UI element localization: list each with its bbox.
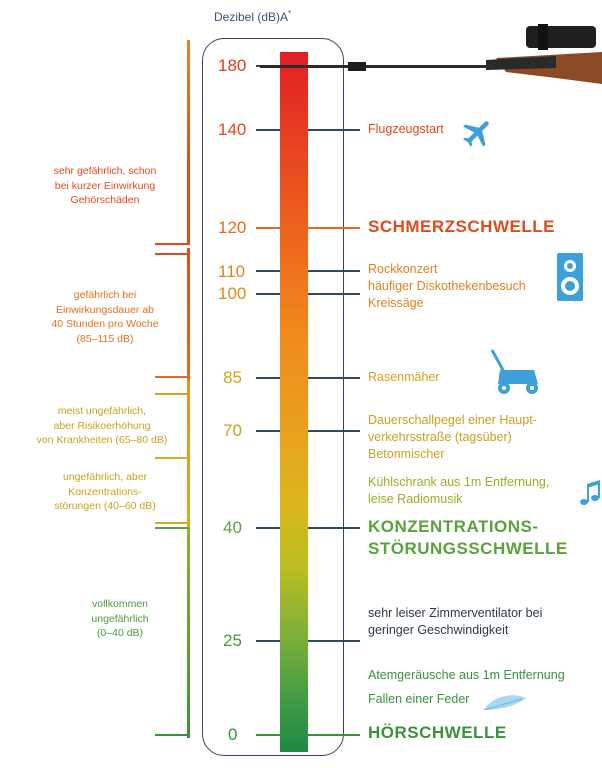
tick-140 <box>256 129 280 131</box>
note-completely-harmless: vollkommen ungefährlich (0–40 dB) <box>91 598 149 639</box>
level-140: 140 <box>218 120 247 139</box>
tick-40 <box>256 527 280 529</box>
desc-kuehlschrank: Kühlschrank aus 1m Entfernung, leise Radiomusik <box>368 475 550 506</box>
desc-flugzeugstart: Flugzeugstart <box>368 122 444 136</box>
desc-dauerschallpegel: Dauerschallpegel einer Haupt- verkehrsstraße (tagsüber) Betonmischer <box>368 413 537 461</box>
tick-right-0 <box>308 734 360 736</box>
tick-25 <box>256 640 280 642</box>
bar-tick <box>155 522 189 524</box>
desc-schmerzschwelle: SCHMERZSCHWELLE <box>368 217 555 236</box>
tick-right-100 <box>308 293 360 295</box>
tick-right-140 <box>308 129 360 131</box>
desc-zimmerventilator: sehr leiser Zimmerventilator bei geringer Geschwindigkeit <box>368 606 543 637</box>
lawnmower-icon <box>488 348 540 396</box>
desc-hoerschwelle: HÖRSCHWELLE <box>368 723 507 742</box>
risk-bar-red <box>187 40 190 245</box>
bar-tick <box>155 734 189 736</box>
bar-tick <box>155 253 189 255</box>
desc-rasenmaeher: Rasenmäher <box>368 370 440 384</box>
note-harmless-concentration: ungefährlich, aber Konzentrations- störungen (40–60 dB) <box>54 471 156 512</box>
level-180: 180 <box>218 56 247 75</box>
level-85: 85 <box>223 368 242 387</box>
feather-icon <box>482 692 528 714</box>
bar-tick <box>155 527 189 529</box>
airplane-icon <box>460 115 496 151</box>
note-dangerous: gefährlich bei Einwirkungsdauer ab 40 Stunden pro Woche (85–115 dB) <box>51 289 159 345</box>
tick-0 <box>256 734 280 736</box>
desc-atemgeraeusche: Atemgeräusche aus 1m Entfernung <box>368 668 565 682</box>
tick-right-110 <box>308 270 360 272</box>
tick-right-40 <box>308 527 360 529</box>
speaker-icon <box>556 252 584 302</box>
risk-bar-yellow <box>187 380 190 528</box>
music-notes-icon <box>578 478 602 510</box>
tick-70 <box>256 430 280 432</box>
rifle-icon <box>256 22 602 102</box>
note-mostly-harmless: meist ungefährlich, aber Risikoerhöhung von Krankheiten (65–80 dB) <box>36 405 168 446</box>
tick-110 <box>256 270 280 272</box>
level-40: 40 <box>223 518 242 537</box>
tick-100 <box>256 293 280 295</box>
tick-120 <box>256 227 280 229</box>
tick-right-120 <box>308 227 360 229</box>
decibel-thermometer <box>280 52 308 752</box>
risk-bar-orange <box>187 248 190 380</box>
tick-right-25 <box>308 640 360 642</box>
bar-tick <box>155 457 189 459</box>
level-110: 110 <box>218 262 246 281</box>
desc-rockkonzert: Rockkonzert häufiger Diskothekenbesuch Kreissäge <box>368 262 526 310</box>
desc-konzentrationsschwelle: KONZENTRATIONS- STÖRUNGSSCHWELLE <box>368 517 568 558</box>
level-120: 120 <box>218 218 247 237</box>
bar-tick <box>155 393 189 395</box>
level-70: 70 <box>223 421 242 440</box>
level-0: 0 <box>228 725 238 744</box>
bar-tick <box>155 243 189 245</box>
scale-header: Dezibel (dB)A* <box>214 9 292 24</box>
tick-85 <box>256 377 280 379</box>
desc-feder: Fallen einer Feder <box>368 692 470 706</box>
note-very-dangerous: sehr gefährlich, schon bei kurzer Einwirkung Gehörschäden <box>53 165 157 206</box>
tick-right-85 <box>308 377 360 379</box>
bar-tick <box>155 376 189 378</box>
tick-right-70 <box>308 430 360 432</box>
level-25: 25 <box>223 631 242 650</box>
level-100: 100 <box>218 284 247 303</box>
risk-bar-green <box>187 528 190 738</box>
